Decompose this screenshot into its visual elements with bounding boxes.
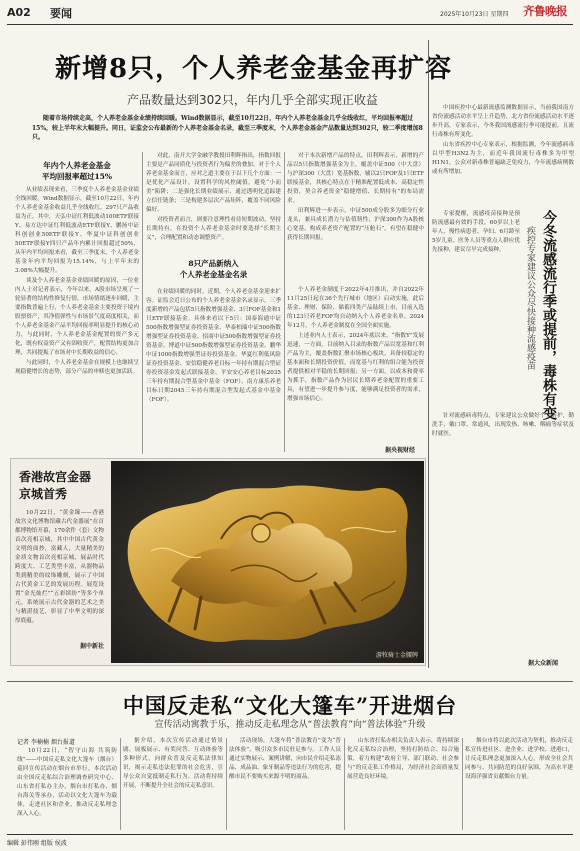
footer-rule [7,834,573,835]
bottom-headline: 中国反走私“文化大篷车”开进烟台 [122,693,458,718]
bottom-byline: 记者 李楠楠 烟台报道 [17,739,75,746]
photo-story-box [10,458,426,666]
page-code: A02 [7,6,31,19]
column-divider [142,152,143,454]
col1-paragraph: 谈及个人养老金基金业绩回暖的原因，一位业内人士对记者表示，今年以来，A股市场呈现了一轮显著的结构性修复行情，市场情绪逐步回暖，主要指数普遍上行，个人养老金基金主要投资于境内股票资产，其净值弹性与市场景气度高度相关，而个人养老金基金产品平均回报率明显提升的核心动力，与此同时，个人养老金基金配置的资产多元化，既有权益资产又有固收资产，配置结构更加合理，共同提振了市场对中长期收益的信心。 [15,278,139,356]
bottom-col4 [347,737,459,831]
bottom-paragraph: 烟台市将以此次活动为契机，推动反走私宣传进社区、进企业、进学校、进港口，让反走私理念更加深入人心，形成全社会共同参与、共同防范的良好氛围，为高水平建设海洋强省贡献烟台力量。 [465,738,573,780]
photo-story-credit: 据中新社 [79,643,104,650]
bottom-col3 [229,737,341,831]
column-divider [284,152,285,452]
right-col-paragraph: 中国疾控中心最新流感监测数据显示，当前我国南方省份流感活动水平呈上升趋势，北方省份流感活动水平逐步升高。专家表示，今冬我国流感流行季可能提前，且流行毒株有所变化。 [432,105,574,138]
col1-paragraph: 与此同时，个人养老金基金在规模上也继续呈现稳健增长的态势，部分产品的申赎也更加活跃。 [15,360,139,375]
section-name: 要闻 [50,7,72,20]
main-col3-top [287,152,424,284]
section1-title-line2: 平均回报率超过15% [41,172,113,181]
bottom-paragraph: 据介绍，本次宣传活动通过情景剧、展板展示、有奖问答、互动体验等多种形式，向群众普及反走私法律知识，揭示走私违法犯罪的社会危害，引导公众自觉抵制走私行为。活动将持续开展，不断提升全社会的反走私意识。 [123,738,223,789]
footer-editors: 编辑 彭伟刚 组版 侯波 [7,840,67,847]
col3-paragraph: 对于本次新增产品的特点，田利辉表示，新增的产品以5只指数增强基金为主，覆盖中证500（中大盘）与沪深300（大盘）宽基指数，辅以2只FOF及1只ETF联接基金，其核心特点在于精准配置低成本、高稳定性投资，契合养老资金“稳健增值、长期持有”的布局需求。 [287,153,424,204]
header-rule [7,24,573,25]
main-headline: 新增8只，个人养老金基金再扩容 [55,54,453,84]
section2-title-line2: 个人养老金基金名录 [179,270,248,279]
right-col-bottom [432,412,574,656]
main-col1 [15,186,139,454]
section2-title-line1: 8只产品新纳入 [188,259,239,268]
section1-title [15,160,139,182]
page-header [0,0,580,24]
photo-story-title-line2: 京城首秀 [19,487,68,501]
main-col2-bottom [146,288,281,454]
bottom-col1 [17,747,117,831]
col3b-paragraph: 个人养老金制度于2022年4月推出，并自2022年11月25日起在36个先行城市（地区）启动实施，此后基金、理财、保险、储蓄四类产品陆续上市，目前入选的123只养老FOF均自动纳入个人养老金名单。2024年12月，个人养老金制度在全国全面实施。 [287,287,424,329]
photo-caption: 游牧骑士金腰牌 [375,652,418,659]
column-divider [344,738,345,830]
right-col-top [432,104,574,206]
gold-plaque-photo [111,461,424,663]
right-col-vertical-title: 今冬流感流行季或提前，毒株有变 [541,210,557,420]
main-subheadline: 产品数量达到302只，年内几乎全部实现正收益 [127,93,378,107]
main-lead: 随着市场持续走高，个人养老金基金业绩持续回暖。Wind数据显示，截至10月22日，年内个人养老金基金几乎全线收红，平均回报率超过15%，较上半年末大幅提升。同日，证监会公布最新的个人养老金基金名录，截至三季度末，个人养老金基金产品数量达到302只，较二季度增加8只。 [32,115,423,141]
right-column-divider [428,40,429,668]
right-col-paragraph: 专家提醒，流感疫苗接种是预防流感最有效的手段。60岁以上老年人、慢性病患者、孕妇、6月龄至5岁儿童、医务人员等重点人群应优先接种，建议尽早完成接种。 [432,211,520,253]
main-col3-bottom [287,286,424,442]
col3-paragraph: 田利辉进一步表示，中证500成分股多为细分行业龙头，兼具成长潜力与估值韧性；沪深300作为A股核心宽基，构成养老资产配置的“压舱石”，有望在稳健中获得长期回报。 [287,208,424,241]
issue-date: 2025年10月23日 星期四 [440,11,509,18]
newspaper-masthead: 齐鲁晚报 [523,4,567,18]
section2-title [146,258,281,280]
col1-paragraph: 从业绩表现来看，三季度个人养老金基金业绩全线回暖。Wind数据显示，截至10月22日，年内个人养老金基金收益几乎全线收红，297只产品收益为正，其中，天弘中证红利低波动100ETF联接Y、易方达中证红利低波动ETF联接Y、鹏扬中证科创创业50ETF联接Y、华夏中证科创创业50ETF联接Y四只产品年内累计回报超过50%，从年内平均回报来看，截至三季度末，个人养老金基金年内平均回报为15.14%，与上半年末的3.08%大幅提升。 [15,187,139,274]
bottom-subheadline: 宣传活动寓教于乐，推动反走私理念从“普法教育”向“普法体验”升级 [154,720,426,730]
col2-paragraph: 对此，南开大学金融学教授田利辉指出，指数回报主要是产品同质化与投资者行为偏差的叠加。对于个人养老金基金而言，应对之道主要在于以下几个方面：一是优化产品设计，设置科学的风控阈值，避免“小而美”陷阱；二是强化长期业绩展示，通过透明化追踪建立信任链条；三是构建多层次产品矩阵，覆盖不同风险偏好。 [146,153,281,213]
bottom-article-rule [7,681,573,682]
bottom-paragraph: 活动现场，大篷车将“普法教育”变为“普法体验”，吸引众多市民驻足参与。工作人员通过实物展示、案例讲解，向市民介绍走私冻品、成品油、象牙制品等违法行为的危害，提醒市民不要购买来源不明的商品。 [229,738,341,780]
column-divider [120,738,121,830]
main-col2-top [146,152,281,250]
main-article-credit: 据央视财经 [385,447,416,454]
bottom-paragraph: 10月22日，“智守山海 共筑防线”——中国反走私文化大篷车（烟台）巡回宣传活动在烟台市举行。本次活动由全国反走私综合治理调查研究中心、山东省打私办主办，烟台市打私办、烟台海关等承办，活动以文化大篷车为载体，走进社区和企业，推动反走私理念深入人心。 [17,748,117,817]
right-col-paragraph: 山东省疾控中心专家表示，根据监测，今年流感病毒以甲型H3N2为主，而近年我国流行毒株多为甲型H1N1，公众对新毒株普遍缺乏免疫力，今年流感病例数或有所增加。 [432,142,574,175]
photo-story-text [15,463,108,663]
column-divider [226,738,227,830]
photo-story-body [15,509,104,639]
right-col-paragraph: 针对流感病毒特点，专家建议公众做好个人防护，勤洗手、戴口罩、常通风，出现发热、咳嗽、咽痛等症状及时就医。 [432,413,574,437]
right-col-credit: 据大众新闻 [528,660,559,667]
photo-story-title-line1: 香港故宫金器 [19,470,92,484]
bottom-col5 [465,737,573,831]
col3b-paragraph: 上述业内人士表示，2024年底以来，“指数Y”发展迅速，一方面，目前纳入目录的指数产品以宽基和红利产品为主，覆盖指数汇聚市场核心板块，具备较稳定的基本面和长期投资价值，而宽基与红利的组合能为投资者提供相对平稳的长期回报；另一方面，以成本和费率为抓手，指数产品作为居民长期养老金配置的重要工具，有望进一步提升参与度，能够满足投资者的需求，增强市场信心。 [287,333,424,402]
section1-title-line1: 年内个人养老金基金 [43,161,111,170]
right-col-vertical-subtitle: 疾控专家建议公众尽快接种流感疫苗 [525,226,535,370]
column-divider [462,738,463,830]
col2-paragraph: 对投资者而言，则要注意理性看待短期波动，坚持长期持有，在投资个人养老金基金时要选择“长期主义”，合理配置和动态调整资产。 [146,217,281,241]
right-col-middle [432,210,520,410]
photo-story-paragraph: 10月22日，“黄金臻——香港故宫文化博物馆藏古代金器展”在首都博物馆开幕，170余件（套）文物首次亮相京城，其中中国古代黄金文明的面抄，富藏人，大量精美的金质文物首次亮相京城，展品时代跨度大、工艺类型丰富，从器物品类到精美的纹饰雕刻，展示了中国古代黄金工艺的发展历程。展览设置“金光灿烂”“五彩缤纷”等多个单元，系统展示古代金器的艺术之美与精湛技艺，彰显了中华文明的深厚底蕴。 [15,510,104,624]
col2b-paragraph: 在业绩回暖的同时，近期，个人养老金基金迎来扩容。证监会近日公布的个人养老金基金名录显示，三季度新增的产品包括5只指数增强基金、3只FOF基金和1只ETF联接基金。具体来看以下5只：国泰海通中证500指数增强型证券投资基金、华泰柏瑞中证500指数增强型证券投资基金、招商中证500指数增强型证券投资基金、博道中证500指数增强型证券投资基金、鹏华中证1000指数增强型证券投资基金。华夏红利低风险证券投资基金、安信稳健养老目标一年持有期混合型证券投资基金发起式联接基金、平安安心养老目标2035三年持有期混合型基金中基金（FOF）、南方康乐养老目标日期2045三年持有期混合型发起式基金中基金（FOF）。 [146,289,281,403]
bottom-col2 [123,737,223,831]
gold-plaque-image [111,461,424,663]
bottom-paragraph: 山东省打私办相关负责人表示，将持续深化反走私综合治理，坚持打防结合、综合施策，着力构建“政府主导、部门联动、社会参与”的反走私工作格局，为经济社会高质量发展营造良好环境。 [347,738,459,780]
